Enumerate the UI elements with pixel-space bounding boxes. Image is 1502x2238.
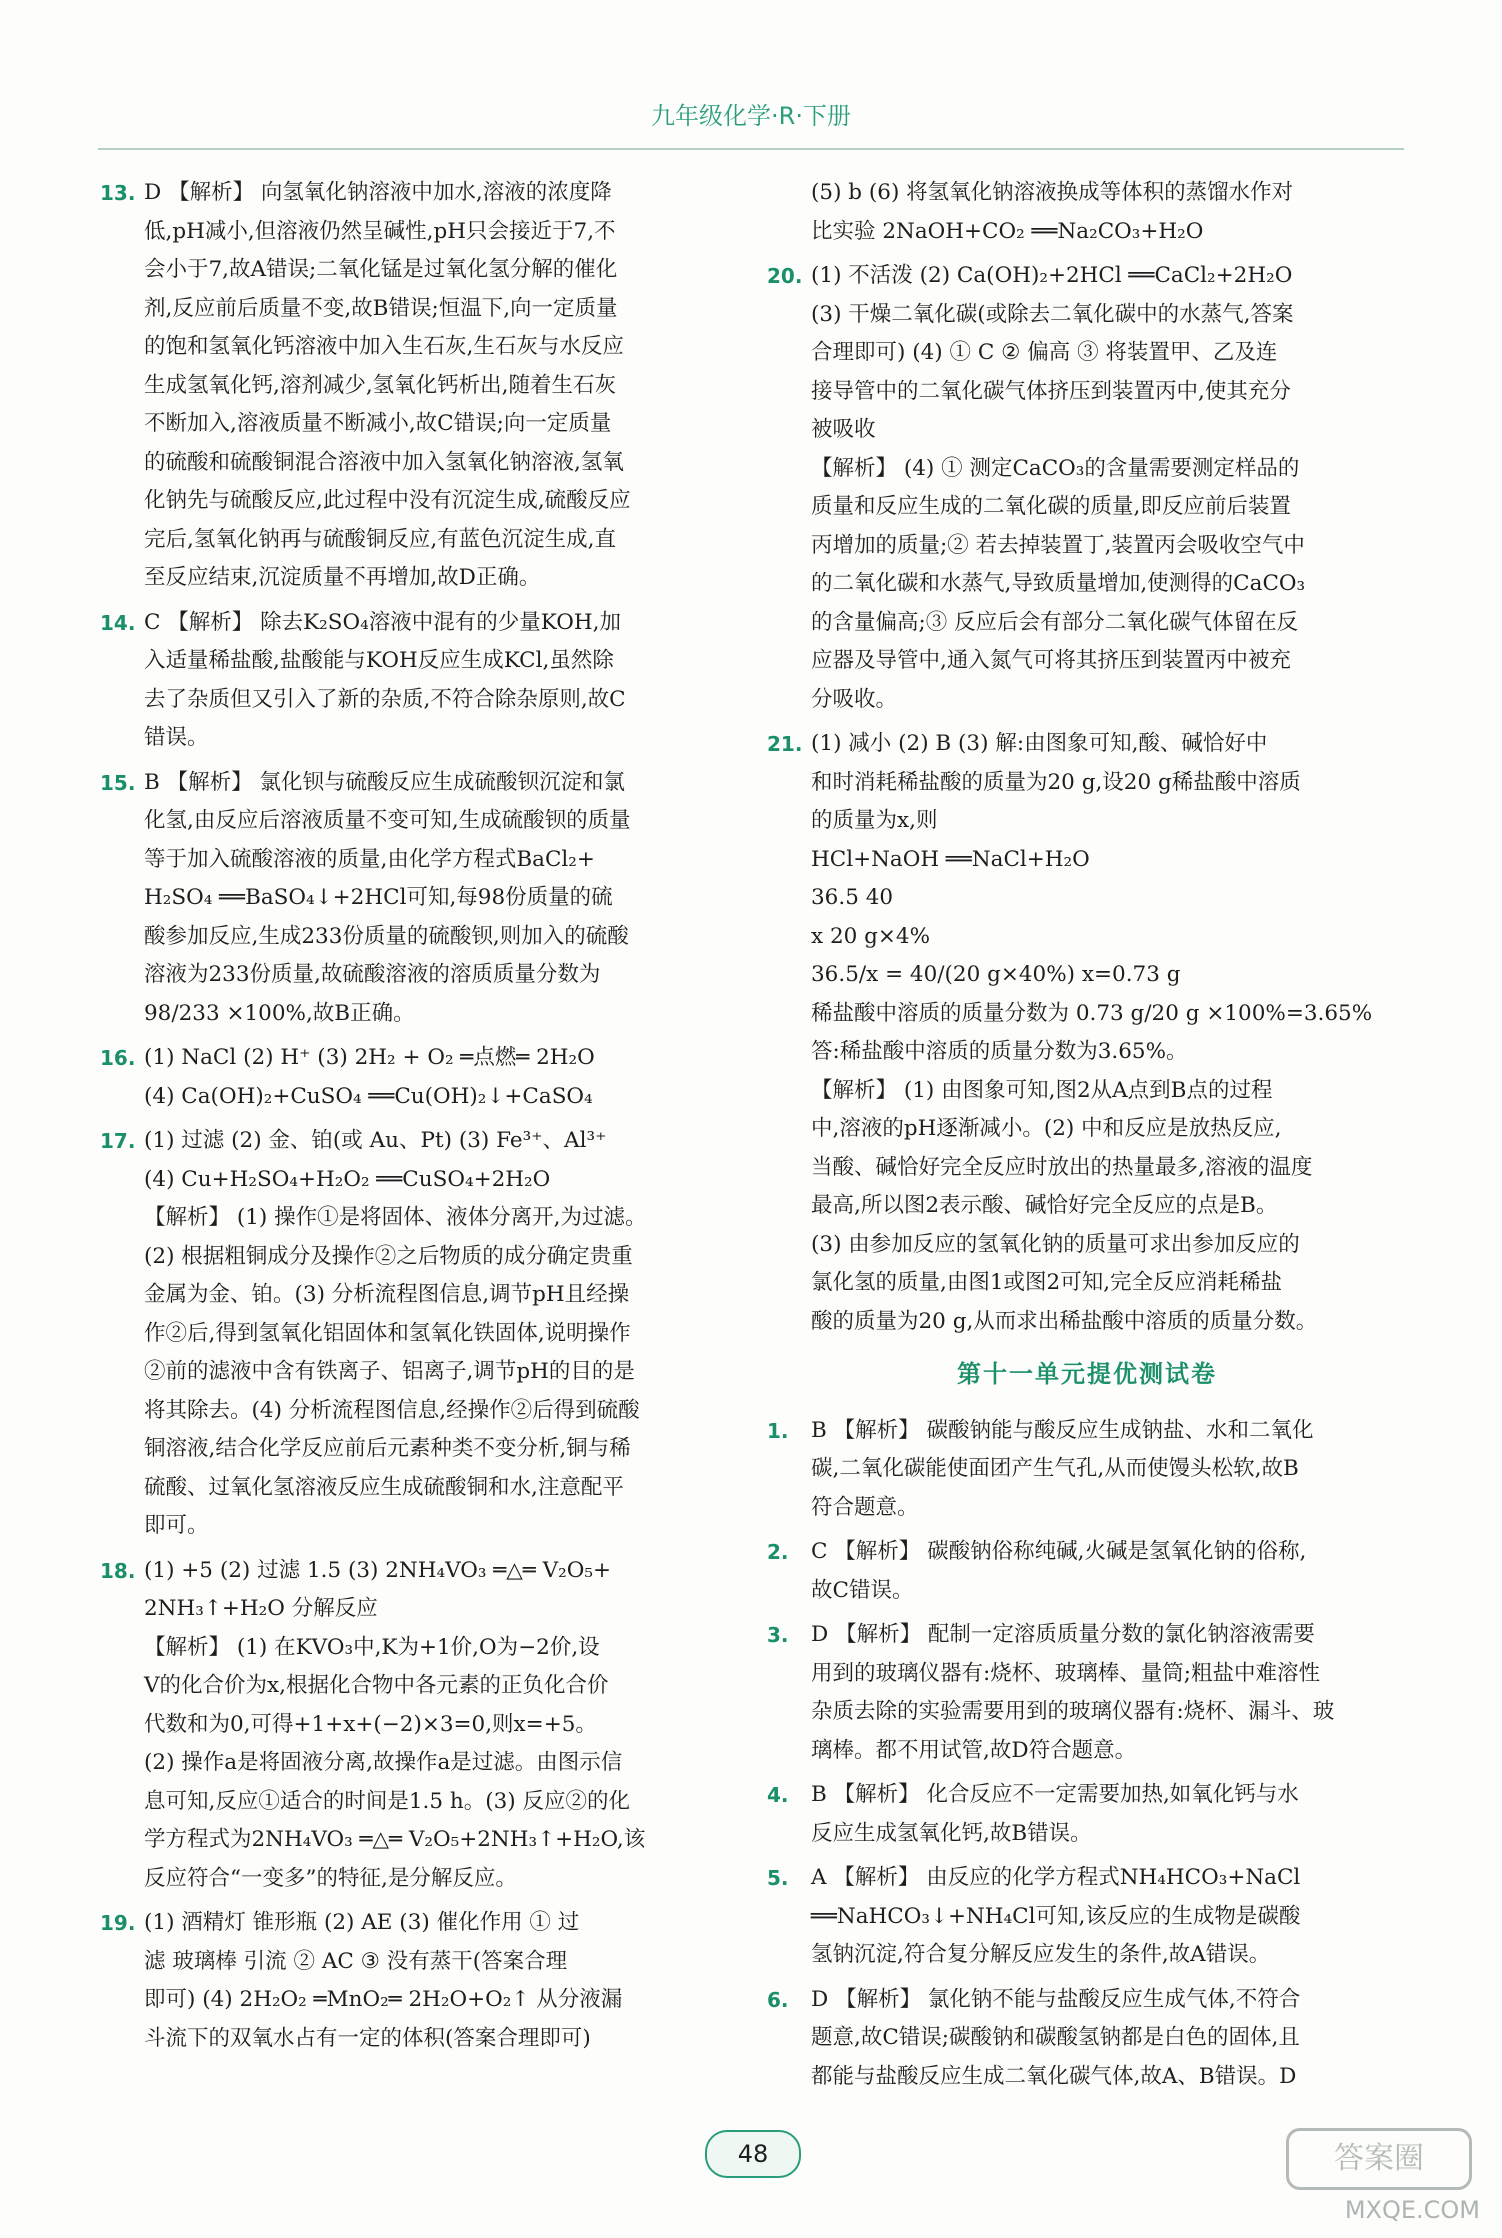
- answer-line: 剂,反应前后质量不变,故B错误;恒温下,向一定质量: [144, 295, 618, 321]
- answer-line: 都能与盐酸反应生成二氧化碳气体,故A、B错误。D: [811, 2063, 1297, 2089]
- answer-line: 【解析】 (4) ① 测定CaCO₃的含量需要测定样品的: [811, 455, 1300, 481]
- answer-line: 化钠先与硫酸反应,此过程中没有沉淀生成,硫酸反应: [144, 488, 631, 513]
- answer-line: 2NH₃↑+H₂O 分解反应: [144, 1596, 378, 1621]
- answer-line: 的质量为x,则: [811, 808, 938, 833]
- answer-line: 酸参加反应,生成233份质量的硫酸钡,则加入的硫酸: [144, 923, 629, 949]
- answer-line: 入适量稀盐酸,盐酸能与KOH反应生成KCl,虽然除: [144, 648, 614, 673]
- question-number: 20.: [767, 264, 803, 288]
- answer-line: 的二氧化碳和水蒸气,导致质量增加,使测得的CaCO₃: [811, 571, 1306, 596]
- answer-item: [100, 1039, 728, 1116]
- answer-item: [100, 1122, 728, 1546]
- answer-line: 将其除去。(4) 分析流程图信息,经操作②后得到硫酸: [144, 1397, 640, 1423]
- answer-item: [767, 1859, 1407, 1975]
- left-column: [100, 174, 728, 2064]
- answer-line: (3) 干燥二氧化碳(或除去二氧化碳中的水蒸气,答案: [811, 301, 1294, 327]
- answer-item: [767, 257, 1407, 719]
- answer-line: 至反应结束,沉淀质量不再增加,故D正确。: [144, 565, 541, 590]
- answer-item: [100, 764, 728, 1034]
- answer-line: 被吸收: [811, 417, 876, 442]
- answer-line: (1) 酒精灯 锥形瓶 (2) AE (3) 催化作用 ① 过: [144, 1910, 580, 1935]
- answer-line: 【解析】 (1) 操作①是将固体、液体分离开,为过滤。: [144, 1205, 647, 1230]
- answer-line: 用到的玻璃仪器有:烧杯、玻璃棒、量筒;粗盐中难溶性: [811, 1660, 1320, 1686]
- answer-line: B 【解析】 化合反应不一定需要加热,如氧化钙与水: [811, 1782, 1299, 1807]
- answer-line: 题意,故C错误;碳酸钠和碳酸氢钠都是白色的固体,且: [811, 2025, 1300, 2050]
- answer-line: ══NaHCO₃↓+NH₄Cl可知,该反应的生成物是碳酸: [811, 1903, 1301, 1929]
- answer-line: 杂质去除的实验需要用到的玻璃仪器有:烧杯、漏斗、玻: [811, 1699, 1335, 1724]
- answer-line: 溶液为233份质量,故硫酸溶液的溶质质量分数为: [144, 962, 601, 987]
- answer-line: (4) Cu+H₂SO₄+H₂O₂ ══CuSO₄+2H₂O: [144, 1166, 551, 1192]
- answer-line: 等于加入硫酸溶液的质量,由化学方程式BaCl₂+: [144, 846, 595, 872]
- answer-item: [767, 174, 1407, 251]
- answer-line: 和时消耗稀盐酸的质量为20 g,设20 g稀盐酸中溶质: [811, 769, 1301, 795]
- answer-line: HCl+NaOH ══NaCl+H₂O: [811, 846, 1090, 872]
- answer-line: C 【解析】 除去K₂SO₄溶液中混有的少量KOH,加: [144, 609, 621, 635]
- answer-line: 故C错误。: [811, 1577, 914, 1603]
- answer-item: [767, 1776, 1407, 1853]
- answer-line: (2) 操作a是将固液分离,故操作a是过滤。由图示信: [144, 1750, 623, 1775]
- question-number: 19.: [100, 1911, 136, 1935]
- question-number: 5.: [767, 1866, 789, 1890]
- answer-line: 息可知,反应①适合的时间是1.5 h。(3) 反应②的化: [144, 1788, 630, 1814]
- answer-line: 不断加入,溶液质量不断减小,故C错误;向一定质量: [144, 411, 612, 436]
- answer-line: (4) Ca(OH)₂+CuSO₄ ══Cu(OH)₂↓+CaSO₄: [144, 1083, 593, 1109]
- header-rule: [98, 148, 1404, 150]
- answer-item: [767, 1981, 1407, 2097]
- answer-line: 即可。: [144, 1513, 209, 1538]
- answer-line: 斗流下的双氧水占有一定的体积(答案合理即可): [144, 2025, 591, 2051]
- answer-line: 最高,所以图2表示酸、碱恰好完全反应的点是B。: [811, 1193, 1278, 1218]
- answer-line: V的化合价为x,根据化合物中各元素的正负化合价: [144, 1673, 609, 1698]
- answer-line: 答:稀盐酸中溶质的质量分数为3.65%。: [811, 1039, 1188, 1064]
- answer-line: 比实验 2NaOH+CO₂ ══Na₂CO₃+H₂O: [811, 218, 1204, 244]
- answer-line: 分吸收。: [811, 686, 898, 712]
- answer-line: (1) 减小 (2) B (3) 解:由图象可知,酸、碱恰好中: [811, 731, 1268, 756]
- answer-item: [767, 1412, 1407, 1528]
- answer-line: 的含量偏高;③ 反应后会有部分二氧化碳气体留在反: [811, 609, 1299, 635]
- answer-line: 合理即可) (4) ① C ② 偏高 ③ 将装置甲、乙及连: [811, 340, 1278, 365]
- answer-line: (2) 根据粗铜成分及操作②之后物质的成分确定贵重: [144, 1243, 633, 1269]
- answer-line: (1) 不活泼 (2) Ca(OH)₂+2HCl ══CaCl₂+2H₂O: [811, 263, 1293, 288]
- answer-line: 化氢,由反应后溶液质量不变可知,生成硫酸钡的质量: [144, 808, 631, 833]
- answer-line: 质量和反应生成的二氧化碳的质量,即反应前后装置: [811, 494, 1291, 519]
- answer-item: [100, 174, 728, 598]
- question-number: 4.: [767, 1783, 789, 1807]
- answer-line: 硫酸、过氧化氢溶液反应生成硫酸铜和水,注意配平: [144, 1474, 624, 1500]
- answer-line: (5) b (6) 将氢氧化钠溶液换成等体积的蒸馏水作对: [811, 180, 1294, 205]
- running-header: 九年级化学·R·下册: [651, 102, 851, 130]
- answer-line: 36.5 40: [811, 885, 894, 910]
- answer-line: 酸的质量为20 g,从而求出稀盐酸中溶质的质量分数。: [811, 1308, 1318, 1334]
- question-number: 3.: [767, 1623, 789, 1647]
- answer-line: 反应符合“一变多”的特征,是分解反应。: [144, 1865, 517, 1891]
- question-number: 6.: [767, 1987, 789, 2012]
- right-answers-top: [767, 174, 1407, 1341]
- answer-line: 作②后,得到氢氧化铝固体和氢氧化铁固体,说明操作: [144, 1320, 631, 1346]
- answer-item: [767, 725, 1407, 1341]
- right-answers-bottom: [767, 1412, 1407, 2097]
- right-column: [767, 174, 1407, 2102]
- answer-line: 丙增加的质量;② 若去掉装置丁,装置丙会吸收空气中: [811, 532, 1305, 558]
- answer-line: 即可) (4) 2H₂O₂ ═MnO₂═ 2H₂O+O₂↑ 从分液漏: [144, 1987, 623, 2012]
- answer-line: 错误。: [144, 725, 209, 750]
- answer-item: [767, 1533, 1407, 1610]
- answer-line: ②前的滤液中含有铁离子、铝离子,调节pH的目的是: [144, 1359, 635, 1384]
- question-number: 13.: [100, 181, 136, 205]
- answer-line: B 【解析】 碳酸钠能与酸反应生成钠盐、水和二氧化: [811, 1417, 1314, 1443]
- answer-item: [100, 1904, 728, 2058]
- watermark-text: MXQE.COM: [1344, 2196, 1480, 2224]
- answer-line: 去了杂质但又引入了新的杂质,不符合除杂原则,故C: [144, 686, 626, 712]
- answer-line: 金属为金、铂。(3) 分析流程图信息,调节pH且经操: [144, 1282, 630, 1307]
- answer-line: 低,pH减小,但溶液仍然呈碱性,pH只会接近于7,不: [144, 218, 616, 244]
- question-number: 16.: [100, 1046, 136, 1070]
- question-number: 14.: [100, 610, 136, 635]
- answer-line: 接导管中的二氧化碳气体挤压到装置丙中,使其充分: [811, 378, 1291, 404]
- answer-item: [767, 1616, 1407, 1770]
- watermark-logo: 答案圈: [1286, 2128, 1472, 2190]
- answer-line: D 【解析】 氯化钠不能与盐酸反应生成气体,不符合: [811, 1986, 1301, 2012]
- answer-line: 当酸、碱恰好完全反应时放出的热量最多,溶液的温度: [811, 1154, 1313, 1180]
- answer-line: 稀盐酸中溶质的质量分数为 0.73 g/20 g ×100%=3.65%: [811, 1000, 1373, 1026]
- answer-line: 滤 玻璃棒 引流 ② AC ③ 没有蒸干(答案合理: [144, 1948, 568, 1974]
- question-number: 15.: [100, 770, 136, 795]
- answer-line: 反应生成氢氧化钙,故B错误。: [811, 1820, 1092, 1846]
- section-title: 第十一单元提优测试卷: [957, 1360, 1217, 1388]
- answer-line: (3) 由参加反应的氢氧化钠的质量可求出参加反应的: [811, 1231, 1300, 1257]
- answer-line: 36.5/x = 40/(20 g×40%) x=0.73 g: [811, 962, 1181, 987]
- answer-line: 中,溶液的pH逐渐减小。(2) 中和反应是放热反应,: [811, 1116, 1282, 1141]
- answer-line: 应器及导管中,通入氮气可将其挤压到装置丙中被充: [811, 648, 1291, 673]
- answer-line: D 【解析】 配制一定溶质质量分数的氯化钠溶液需要: [811, 1622, 1315, 1647]
- answer-line: 符合题意。: [811, 1494, 919, 1520]
- answer-line: C 【解析】 碳酸钠俗称纯碱,火碱是氢氧化钠的俗称,: [811, 1539, 1307, 1564]
- question-number: 1.: [767, 1418, 789, 1443]
- answer-line: 生成氢氧化钙,溶剂减少,氢氧化钙析出,随着生石灰: [144, 372, 617, 398]
- question-number: 17.: [100, 1129, 136, 1153]
- answer-line: 氯化氢的质量,由图1或图2可知,完全反应消耗稀盐: [811, 1270, 1283, 1295]
- answer-line: 璃棒。都不用试管,故D符合题意。: [811, 1737, 1137, 1763]
- answer-line: 完后,氢氧化钠再与硫酸铜反应,有蓝色沉淀生成,直: [144, 526, 617, 552]
- answer-line: 98/233 ×100%,故B正确。: [144, 1000, 415, 1026]
- answer-line: D 【解析】 向氢氧化钠溶液中加水,溶液的浓度降: [144, 180, 612, 205]
- answer-line: 【解析】 (1) 由图象可知,图2从A点到B点的过程: [811, 1077, 1273, 1103]
- answer-line: A 【解析】 由反应的化学方程式NH₄HCO₃+NaCl: [811, 1865, 1301, 1890]
- answer-line: 氢钠沉淀,符合复分解反应发生的条件,故A错误。: [811, 1942, 1271, 1967]
- answer-line: 碳,二氧化碳能使面团产生气孔,从而使馒头松软,故B: [811, 1456, 1299, 1481]
- answer-line: 学方程式为2NH₄VO₃ ═△═ V₂O₅+2NH₃↑+H₂O,该: [144, 1827, 646, 1852]
- answer-line: 的饱和氢氧化钙溶液中加入生石灰,生石灰与水反应: [144, 334, 624, 359]
- answer-line: 的硫酸和硫酸铜混合溶液中加入氢氧化钠溶液,氢氧: [144, 449, 624, 475]
- question-number: 21.: [767, 732, 803, 756]
- answer-item: [100, 1552, 728, 1899]
- answer-line: x 20 g×4%: [811, 923, 931, 949]
- question-number: 2.: [767, 1540, 789, 1564]
- answer-line: H₂SO₄ ══BaSO₄↓+2HCl可知,每98份质量的硫: [144, 885, 613, 910]
- answer-line: 【解析】 (1) 在KVO₃中,K为+1价,O为−2价,设: [144, 1634, 600, 1660]
- answer-line: 铜溶液,结合化学反应前后元素种类不变分析,铜与稀: [144, 1436, 631, 1461]
- answer-line: (1) NaCl (2) H⁺ (3) 2H₂ + O₂ ═点燃═ 2H₂O: [144, 1045, 595, 1070]
- answer-line: 代数和为0,可得+1+x+(−2)×3=0,则x=+5。: [144, 1711, 597, 1737]
- answer-line: 会小于7,故A错误;二氧化锰是过氧化氢分解的催化: [144, 257, 618, 282]
- page-number: 48: [705, 2130, 801, 2178]
- answer-line: (1) +5 (2) 过滤 1.5 (3) 2NH₄VO₃ ═△═ V₂O₅+: [144, 1557, 612, 1583]
- answer-line: B 【解析】 氯化钡与硫酸反应生成硫酸钡沉淀和氯: [144, 769, 625, 795]
- answer-line: (1) 过滤 (2) 金、铂(或 Au、Pt) (3) Fe³⁺、Al³⁺: [144, 1128, 607, 1153]
- answer-item: [100, 604, 728, 758]
- question-number: 18.: [100, 1558, 136, 1583]
